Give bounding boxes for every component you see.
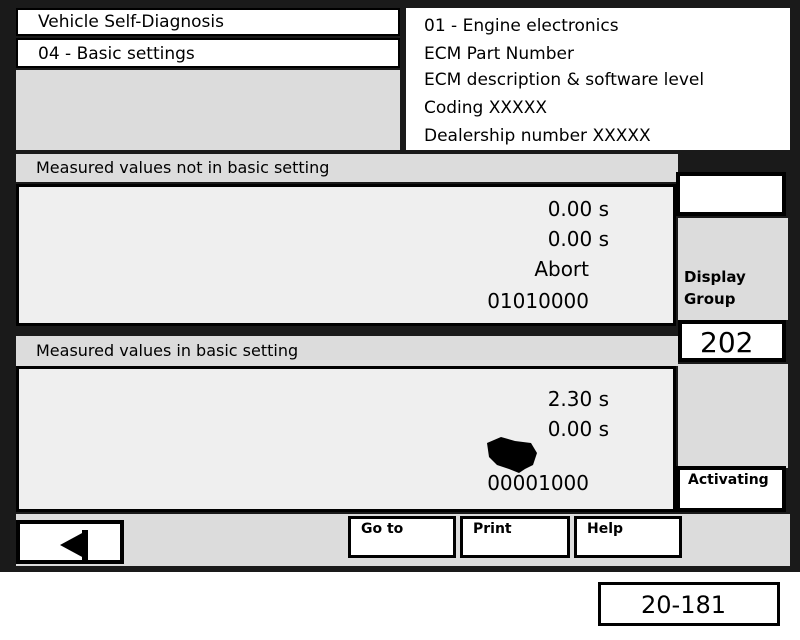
value-row-4: 01010000 xyxy=(487,289,589,313)
header-title-box xyxy=(16,8,400,36)
figure-number-box xyxy=(598,582,780,626)
header-function-box xyxy=(16,38,400,68)
figure-number: 20-181 xyxy=(641,591,727,619)
control-module-info xyxy=(406,8,790,150)
display-group-field[interactable] xyxy=(678,320,786,362)
value-row-3: Abort xyxy=(534,257,589,281)
header-function: 04 - Basic settings xyxy=(38,44,195,64)
basic-value-row-3: 00001000 xyxy=(487,471,589,495)
info-line-5: Dealership number XXXXX xyxy=(424,126,651,146)
section-not-basic-title-bar xyxy=(16,154,678,182)
info-line-4: Coding XXXXX xyxy=(424,98,547,118)
section-not-basic-title: Measured values not in basic setting xyxy=(36,158,330,177)
value-row-2: 0.00 s xyxy=(547,227,609,251)
side-filler xyxy=(678,364,788,468)
info-line-3: ECM description & software level xyxy=(424,70,705,90)
print-label: Print xyxy=(473,521,512,537)
back-arrow-icon xyxy=(58,530,92,560)
header-left-filler xyxy=(16,70,400,150)
display-group-value: 202 xyxy=(700,326,754,359)
value-row-1: 0.00 s xyxy=(547,197,609,221)
activating-button[interactable] xyxy=(676,466,786,512)
section-basic-title-bar xyxy=(16,336,678,366)
section-basic-values xyxy=(16,366,676,512)
info-line-2: ECM Part Number xyxy=(424,44,574,64)
info-line-1: 01 - Engine electronics xyxy=(424,16,619,36)
display-group-label-2: Group xyxy=(684,290,736,308)
header-title: Vehicle Self-Diagnosis xyxy=(38,12,224,32)
pointer-hand-icon xyxy=(481,429,541,475)
help-label: Help xyxy=(587,521,624,537)
display-group-panel xyxy=(678,218,788,320)
back-button[interactable] xyxy=(16,520,124,564)
goto-button[interactable] xyxy=(348,516,456,558)
side-blank-button[interactable] xyxy=(676,172,786,216)
print-button[interactable] xyxy=(460,516,570,558)
basic-value-row-2: 0.00 s xyxy=(547,417,609,441)
section-not-basic-values xyxy=(16,184,676,326)
display-group-label-1: Display xyxy=(684,268,746,286)
activating-label: Activating xyxy=(688,472,769,488)
help-button[interactable] xyxy=(574,516,682,558)
section-basic-title: Measured values in basic setting xyxy=(36,341,299,360)
goto-label: Go to xyxy=(361,521,404,537)
basic-value-row-1: 2.30 s xyxy=(547,387,609,411)
